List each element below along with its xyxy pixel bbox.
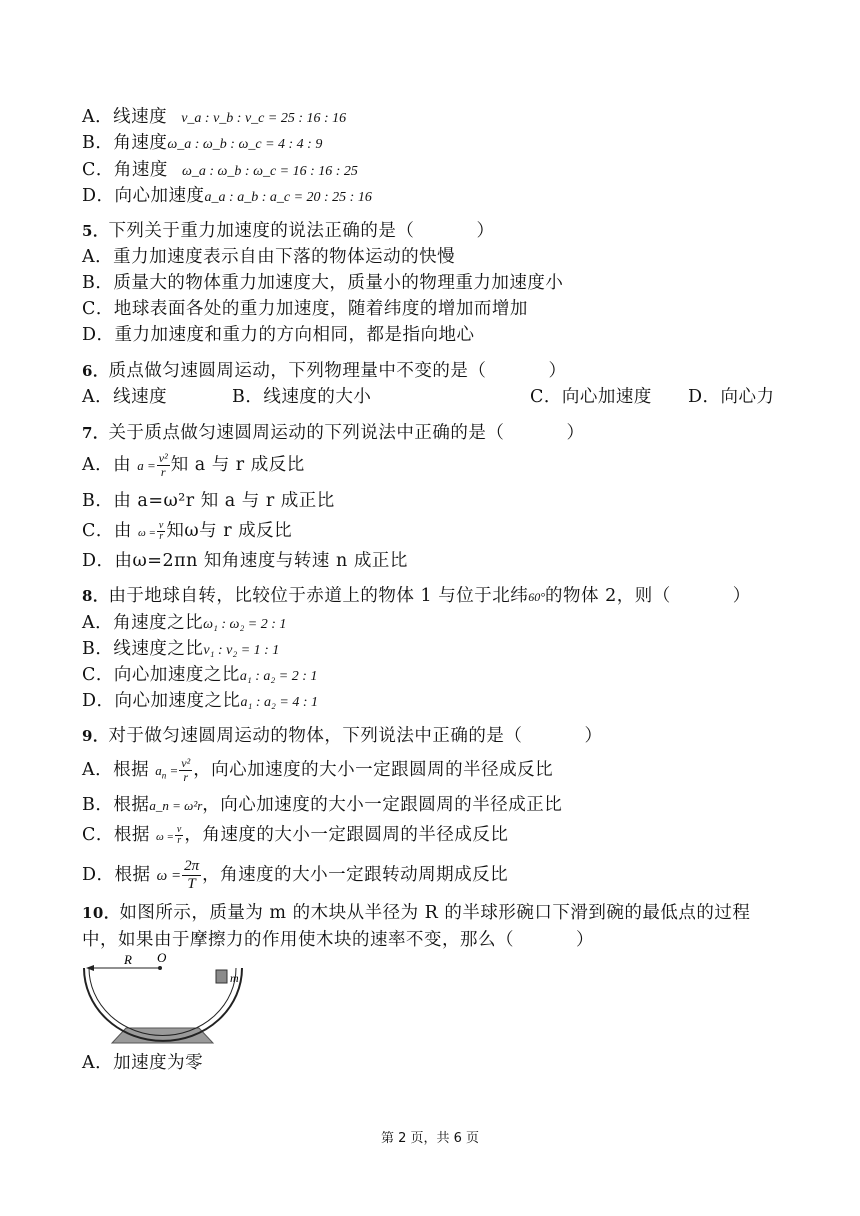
q10-stem-line1: 10．如图所示，质量为 m 的木块从半径为 R 的半球形碗口下滑到碗的最低点的过程 bbox=[82, 903, 751, 923]
q7-option-b: B．由 a=ω²r 知 a 与 r 成正比 bbox=[82, 491, 335, 511]
q8-latitude: 60° bbox=[528, 590, 546, 604]
q8-option-a-formula: ω₁ : ω₂ = 2 : 1 bbox=[203, 617, 287, 632]
radius-arrowhead bbox=[86, 965, 94, 971]
q6-option-d: D．向心力 bbox=[688, 387, 775, 407]
center-point bbox=[158, 966, 162, 970]
q7-option-c: C．由 ω = $\frac{v}{r}$ 知ω与 r 成反比 bbox=[82, 520, 293, 542]
q7-option-a: A．由 a = $\frac{\text{v²}}{r}$ 知 a 与 r 成反比 bbox=[82, 451, 305, 479]
q4-option-a: A．线速度 v_a : v_b : v_c = 25 : 16 : 16 bbox=[82, 107, 347, 127]
q6-option-a: A．线速度 bbox=[82, 387, 168, 407]
q9-option-a: A．根据 $a_n$ = $\frac{\text{v²}}{r}$ ，向心加速度的大小一定跟圆周的半径成反比 bbox=[82, 756, 554, 784]
q8-option-a: A．角速度之比ω₁ : ω₂ = 2 : 1 bbox=[82, 613, 287, 633]
q4-option-d: D．向心加速度a_a : a_b : a_c = 20 : 25 : 16 bbox=[82, 186, 372, 206]
q4-option-a-formula: v_a : v_b : v_c = 25 : 16 : 16 bbox=[181, 111, 347, 126]
q8-option-b: B．线速度之比v₁ : v₂ = 1 : 1 bbox=[82, 639, 280, 659]
q5-option-d: D．重力加速度和重力的方向相同，都是指向地心 bbox=[82, 325, 475, 345]
q4-option-b: B．角速度ω_a : ω_b : ω_c = 4 : 4 : 9 bbox=[82, 133, 323, 153]
q7-option-d: D．由ω=2πn 知角速度与转速 n 成正比 bbox=[82, 551, 408, 571]
q5-option-c: C．地球表面各处的重力加速度，随着纬度的增加而增加 bbox=[82, 299, 528, 319]
bowl-inner-arc bbox=[89, 968, 236, 1035]
q4-option-c: C．角速度 ω_a : ω_b : ω_c = 16 : 16 : 25 bbox=[82, 160, 358, 180]
block-m bbox=[216, 970, 227, 983]
q6-stem: 6．质点做匀速圆周运动，下列物理量中不变的是（ ） bbox=[82, 361, 567, 381]
q6-option-c: C．向心加速度 bbox=[530, 387, 652, 407]
q9-option-b: B．根据a_n = ω²r，向心加速度的大小一定跟圆周的半径成正比 bbox=[82, 795, 563, 815]
q10-stem-line2: 中，如果由于摩擦力的作用使木块的速率不变，那么（ ） bbox=[82, 930, 594, 950]
q9-option-c: C．根据 ω = $\frac{v}{r}$ ，角速度的大小一定跟圆周的半径成反比 bbox=[82, 824, 509, 846]
q8-option-c-formula: a₁ : a₂ = 2 : 1 bbox=[239, 669, 318, 684]
q8-option-b-formula: v₁ : v₂ = 1 : 1 bbox=[203, 643, 280, 658]
q10-option-a: A．加速度为零 bbox=[82, 1053, 204, 1073]
label-r: R bbox=[124, 952, 132, 967]
q4-option-d-formula: a_a : a_b : a_c = 20 : 25 : 16 bbox=[204, 190, 372, 205]
q5-stem: 5．下列关于重力加速度的说法正确的是（ ） bbox=[82, 221, 495, 241]
label-m: m bbox=[230, 971, 239, 985]
q5-option-a: A．重力加速度表示自由下落的物体运动的快慢 bbox=[82, 247, 456, 267]
q7-stem: 7．关于质点做匀速圆周运动的下列说法中正确的是（ ） bbox=[82, 423, 585, 443]
q4-option-b-formula: ω_a : ω_b : ω_c = 4 : 4 : 9 bbox=[167, 137, 323, 152]
q8-option-c: C．向心加速度之比a₁ : a₂ = 2 : 1 bbox=[82, 665, 318, 685]
q8-option-d-formula: a₁ : a₂ = 4 : 1 bbox=[240, 695, 319, 710]
q8-stem: 8．由于地球自转，比较位于赤道上的物体 1 与位于北纬60°的物体 2，则（ ） bbox=[82, 586, 751, 606]
hemisphere-bowl-figure bbox=[80, 950, 250, 1050]
page-footer: 第 2 页，共 6 页 bbox=[380, 1131, 480, 1146]
q9-option-b-formula: a_n = ω²r bbox=[149, 798, 203, 813]
label-o: O bbox=[157, 950, 167, 965]
q4-option-c-formula: ω_a : ω_b : ω_c = 16 : 16 : 25 bbox=[181, 164, 358, 179]
q6-option-b: B．线速度的大小 bbox=[232, 387, 372, 407]
q9-option-d: D．根据 ω = $\frac{2\pi}{T}$ ，角速度的大小一定跟转动周期成反比 bbox=[82, 858, 509, 892]
q8-option-d: D．向心加速度之比a₁ : a₂ = 4 : 1 bbox=[82, 691, 319, 711]
q9-stem: 9．对于做匀速圆周运动的物体，下列说法中正确的是（ ） bbox=[82, 726, 603, 746]
q5-option-b: B．质量大的物体重力加速度大，质量小的物理重力加速度小 bbox=[82, 273, 564, 293]
